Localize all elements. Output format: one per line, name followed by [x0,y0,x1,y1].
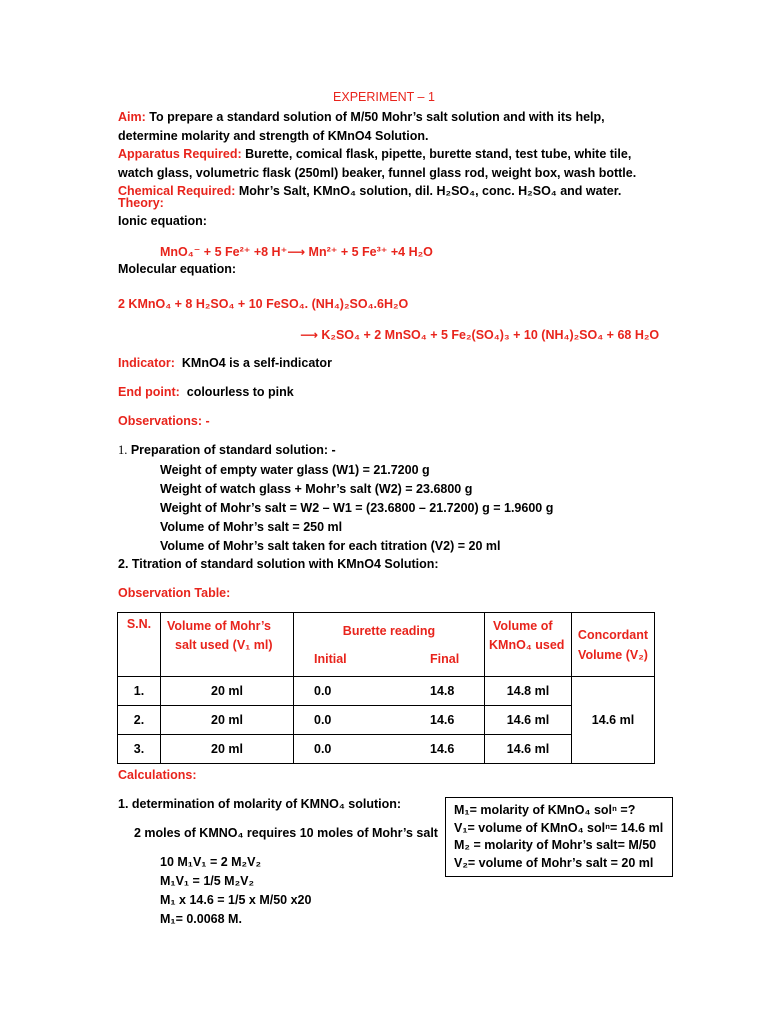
observation-table [117,612,655,764]
calc-result: M₁= 0.0068 M. [160,912,242,926]
indicator-text: KMnO4 is a self-indicator [181,356,332,370]
row-kmno4: 14.6 ml [485,735,572,764]
prep-line-4: Volume of Mohr’s salt = 250 ml [160,520,343,534]
apparatus-section [118,145,658,182]
calc-statement: 2 moles of KMNO₄ requires 10 moles of Mohr’s salt [134,826,438,840]
box-line-m2: M₂ = molarity of Mohr’s salt= M/50 [454,838,657,852]
header-burette-reading: Burette reading [342,624,436,638]
endpoint-label: End point: [118,385,180,399]
header-volume-mohrs [161,613,294,677]
chemical-text: Mohr’s Salt, KMnO₄ solution, dil. H₂SO₄, conc. H₂SO₄ and water. [235,184,622,198]
header-concordant-line1: Concordant [577,627,649,642]
table-row [118,677,655,706]
row-sn: 3. [118,735,161,764]
aim-section [118,108,658,145]
prep-line-1: Weight of empty water glass (W1) = 21.7200 g [160,463,430,477]
titration-heading: 2. Titration of standard solution with KMnO4 Solution: [118,557,439,571]
calc-step-1: 10 M₁V₁ = 2 M₂V₂ [160,855,261,869]
apparatus-label: Apparatus Required: [118,147,242,161]
prep-heading [118,443,336,458]
page-title: EXPERIMENT – 1 [333,90,435,104]
endpoint-text: colourless to pink [186,385,294,399]
ionic-equation: MnO₄⁻ + 5 Fe²⁺ +8 H⁺⟶ Mn²⁺ + 5 Fe³⁺ +4 H₂O [160,245,433,259]
header-volume-mohrs-line1: Volume of Mohr’s [167,619,271,633]
box-line-v1: V₁= volume of KMnO₄ solⁿ= 14.6 ml [454,820,664,835]
header-kmno4-line1: Volume of [493,619,553,633]
header-final: Final [430,652,460,666]
row-sn: 1. [118,677,161,706]
row-burette [294,735,485,764]
table-header-row [118,613,655,677]
row-volume: 20 ml [161,735,294,764]
row-burette [294,677,485,706]
header-initial: Initial [314,652,347,666]
calc-heading: 1. determination of molarity of KMNO₄ solution: [118,797,402,811]
indicator-label: Indicator: [118,356,175,370]
calc-step-2: M₁V₁ = 1/5 M₂V₂ [160,874,255,888]
box-line-v2: V₂= volume of Mohr’s salt = 20 ml [454,855,654,870]
header-sn: S.N. [118,613,161,677]
calc-step-3: M₁ x 14.6 = 1/5 x M/50 x20 [160,893,312,907]
prep-line-5: Volume of Mohr’s salt taken for each titration (V2) = 20 ml [160,539,501,553]
chemical-label: Chemical Required: [118,184,236,198]
box-line-m1: M₁= molarity of KMnO₄ solⁿ =? [454,803,636,817]
chemical-section [118,182,658,201]
apparatus-text: Burette, comical flask, pipette, burette stand, test tube, white tile, watch glass, volumetric flask (250ml) beaker, funnel glass rod, weight box, wash bottle. [118,147,637,180]
calculations-label: Calculations: [118,768,197,782]
molecular-equation-lhs: 2 KMnO₄ + 8 H₂SO₄ + 10 FeSO₄. (NH₄)₂SO₄.6H₂O [118,297,409,311]
row-initial: 0.0 [314,684,332,698]
theory-label: Theory: [118,196,164,210]
table-label: Observation Table: [118,586,231,600]
prep-heading-number: 1. [118,443,128,457]
header-burette-sub [294,645,484,673]
row-burette [294,706,485,735]
observations-label: Observations: - [118,414,210,428]
prep-heading-text: Preparation of standard solution: - [127,443,336,457]
row-final: 14.6 [430,742,455,756]
header-volume-mohrs-line2: salt used (V₁ ml) [175,638,273,652]
header-concordant-line2: Volume (V₂) [578,647,648,662]
header-kmno4-used [485,613,572,677]
header-concordant [572,613,655,677]
row-initial: 0.0 [314,742,332,756]
row-kmno4: 14.6 ml [485,706,572,735]
row-final: 14.6 [430,713,455,727]
molecular-label: Molecular equation: [118,262,237,276]
header-burette [294,613,485,677]
endpoint-line [118,385,294,399]
row-final: 14.8 [430,684,455,698]
row-volume: 20 ml [161,706,294,735]
ionic-label: Ionic equation: [118,214,207,228]
row-initial: 0.0 [314,713,332,727]
indicator-line [118,356,332,370]
row-volume: 20 ml [161,677,294,706]
variables-box [445,797,673,877]
prep-line-2: Weight of watch glass + Mohr’s salt (W2) = 23.6800 g [160,482,473,496]
aim-label: Aim: [118,110,146,124]
concordant-volume-cell: 14.6 ml [572,677,655,764]
aim-text: To prepare a standard solution of M/50 Mohr’s salt solution and with its help, determine molarity and strength of KMnO4 Solution. [118,110,605,143]
row-kmno4: 14.8 ml [485,677,572,706]
row-sn: 2. [118,706,161,735]
header-kmno4-line2: KMnO₄ used [489,638,565,652]
molecular-equation-rhs: ⟶ K₂SO₄ + 2 MnSO₄ + 5 Fe₂(SO₄)₃ + 10 (NH₄)₂SO₄ + 68 H₂O [300,328,660,342]
prep-line-3: Weight of Mohr’s salt = W2 – W1 = (23.6800 – 21.7200) g = 1.9600 g [160,501,554,515]
